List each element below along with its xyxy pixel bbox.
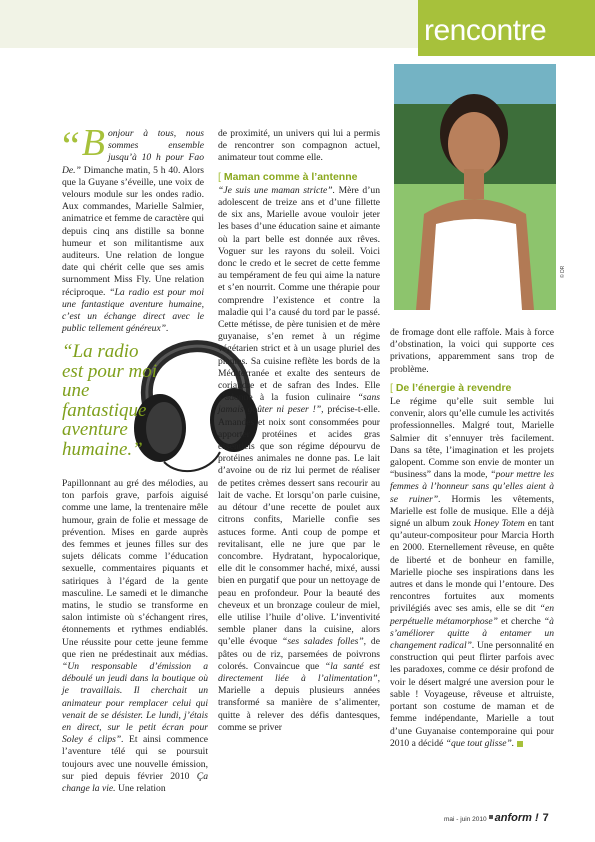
photo-credit: © DR [560,265,566,278]
subheading: [ De l’énergie à revendre [390,381,512,394]
paragraph-text: Hormis les vêtements, Marielle est folle de musique. Elle a déjà signé un album zouk [390,493,555,530]
paragraph-text: Une relation [115,783,166,795]
opening-quote-mark: “ [62,123,80,168]
drop-cap: B [81,122,105,164]
separator-square [489,815,493,819]
paragraph-text: de fromage dont elle raffole. Mais à force d’obstination, la voici qui supporte ces privations, apparemment sans trop de problème. [390,327,554,375]
paragraph-text: en tant qu’auteur-compositeur pour Marcia Horth en 2000. Eternellement rêveuse, en quête de liberté et de bonheur en famille, Marielle pioche ses inspirations dans les autres et dans le monde qui l’entoure. Des rencontres fortuites aux moments privilégiés avec ses amis, elle se dit [390,518,554,615]
section-title: rencontre [424,14,547,47]
page-number: 7 [542,812,549,824]
album-title: Honey Totem [473,518,525,530]
magazine-name: anform ! [494,812,539,824]
quote-text: “ses salades folles”, [282,636,367,648]
paragraph-text: Une personnalité en construction qui peut flirter parfois avec les paradoxes, comme ce désir profond de voir le désert malgré une aversion pour le sable ! Voyageuse, rêveuse et altruiste, portant son costume de maman et de femme indépendante, Marielle a tout d’une Guyanaise contemporaine qui pour 2010 a décidé [390,640,554,749]
paragraph-text: Marielle a depuis plusieurs années transformé sa manière de s’alimenter, quitte à relever des défis dantesques, comme se priver [218,685,380,733]
portrait-photo [394,64,556,310]
paragraph-text: Et ainsi commence l’aventure télé qui se poursuit toujours avec une nouvelle émission, sur pied depuis février 2010 [62,734,208,782]
portrait-illustration [394,64,556,310]
page-footer [444,808,549,826]
paragraph-text: et cherche [498,615,544,627]
quote-text: “la santé est directement liée à l’alimentation”, [218,660,380,684]
quote-text: “Je suis une maman stricte”. [218,184,335,196]
column-1 [62,122,204,335]
column-3 [390,327,554,750]
paragraph-text: Le régime qu’elle suit semble lui convenir, alors qu’elle cumule les activités professionnelles. Malgré tout, Marielle Salmier dit s’ennuyer très facilement. Dans sa tête, l’imagination et les projets galopent. Comme son envie de monter un “business” dans la mode, [390,396,554,481]
column-2 [218,128,380,734]
pull-quote: “La radio est pour moi une fantastique aventure humaine.” [62,341,157,460]
intro-quote: onjour à tous, nous sommes ensemble jusqu’à 10 h pour Fao De.” [62,128,204,176]
paragraph-text: précise-t-elle. Amandes et noix sont consommées pour apporter protéines et acides gras essentiels que son régime dépourvu de protéines animales ne donne pas. Le lait d’avoine ou de riz lui permet de réaliser de petites crèmes dessert sans recourir au lait de vache. Et lorsqu’on parle cuisine, au détour d’une recette de poulet aux citrons confits, Marielle confie ses astuces forme. Anti coup de pompe et revitalisant, elle ne jure que par le concombre. Hydratant, hypocalorique, elle dit le consommer haché, mixé, aussi bien en purgatif que pour un nettoyage de peau en profondeur. Pour la beauté des cheveux et un bronzage couleur de miel, elle utilise l’huile d’olive. L’inventivité semble planer dans la cuisine, alors qu’elle évoque [218,404,380,648]
paragraph-text: Mère d’un adolescent de treize ans et d’une fillette de six ans, Marielle avoue vouloir jeter les bases d’une éducation saine et aimante où la part belle est donnée aux rêves. Voguer sur les rayons du soleil. Voici donc le credo et le secret de cette femme au tempérament de feu qui aime la nature et s’en nourrit. Comme une thérapie pour comprendre l’existence et contre la maladie qui l’a causé du tord par le passé. Cette métisse, de père tunisien et de mère guyanaise, s’en remet à un régime végétarien strict et à un usage pluriel des plantes. Sa cuisine reflète les bords de la Méditerranée et exalte des senteurs de coriandre et de safran des Indes. Elle s’adonne à la fusion culinaire [218,184,380,404]
end-mark [517,741,523,747]
show-title: Ça change la vie. [62,770,208,795]
paragraph-text: de pâtes ou de riz, parsemées de poivrons colorés. Convaincue que [218,636,380,672]
quote-text: “La radio est pour moi une fantastique aventure humaine, c’est un échange direct avec le public tellement généreux”. [62,286,204,335]
quote-text: “sans jamais goûter ni peser !”, [218,392,380,416]
column-1-continued [62,478,208,795]
quote-text: “que tout glisse”. [445,737,515,749]
quote-text: “en perpétuelle métamorphose” [390,603,554,627]
issue-date: mai - juin 2010 [444,816,487,823]
paragraph-text: de proximité, un univers qui lui a permis de rencontrer son compagnon actuel, animateur tout comme elle. [218,128,380,164]
quote-text: “à s’améliorer quitte à entamer un changement radical”. [390,615,554,652]
subheading: [ Maman comme à l’antenne [218,170,358,183]
quote-text: “Un responsable d’émission a déboulé un jeudi dans la boutique où je travaillais. Il cherchait un animateur pour remplacer celui qui venait de se désister. Le lundi, j’étais en direct, sur le petit écran pour Soley é clips”. [62,661,208,746]
quote-text: “pour mettre les femmes à l’honneur sans qu’elles aient à se ruiner”. [390,469,554,505]
paragraph-text: Dimanche matin, 5 h 40. Alors que la Guyane s’éveille, une voix de velours module sur les ondes radio. Aux commandes, Marielle Salmier, animatrice et femme de caractère qui depuis cinq ans distille sa bonne humeur et son militantisme aux auditeurs. Une relation de longue date qui chérit celle que ses amis surnomment Miss Fly. Une relation réciproque. [62,164,204,298]
paragraph-text: Papillonnant au gré des mélodies, au ton parfois grave, parfois aiguisé comme une lame, la trentenaire mêle humour, grain de folie et message de prévention. Mises en garde auprès des femmes et jeunes filles sur des sujets délicats comme l’éducation sexuelle, commentaires piquants et satiriques à l’égard de la gente masculine. Le samedi et le dimanche matins, le studio se transforme en salon intimiste où s’échangent rires, étonnements et rythmes endiablés. Une réussite pour cette jeune femme que rien ne prédestinait aux médias. [62,478,208,660]
